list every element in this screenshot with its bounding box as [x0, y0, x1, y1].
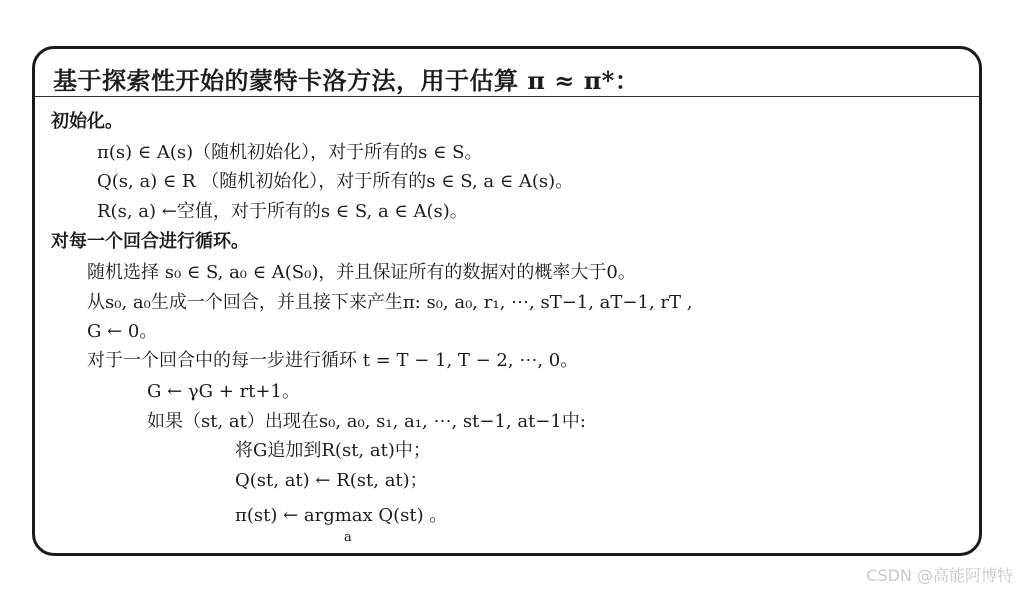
episode-loop-heading: 对每一个回合进行循环。 — [51, 231, 249, 252]
title-divider — [35, 96, 979, 97]
algorithm-title: 基于探索性开始的蒙特卡洛方法，用于估算 π ≈ π*： — [53, 66, 640, 95]
g-update-line: G ← γG + rt+1。 — [147, 381, 300, 402]
first-visit-check-line: 如果（st, at）出现在s₀, a₀, s₁, a₁, ⋯, st−1, at−1中: — [147, 411, 586, 432]
generate-episode-line: 从s₀, a₀生成一个回合，并且接下来产生π: s₀, a₀, r₁, ⋯, sT−1, aT−1, rT , — [87, 292, 693, 313]
append-return-line: 将G追加到R(st, at)中； — [235, 440, 431, 461]
argmax-subscript: a — [344, 530, 352, 545]
init-q-line: Q(s, a) ∈ R （随机初始化），对于所有的s ∈ S, a ∈ A(s)。 — [97, 171, 574, 192]
csdn-watermark: CSDN @高能阿博特 — [866, 566, 1013, 585]
policy-update-line: π(st) ← argmax Q(st) 。 — [235, 505, 448, 526]
init-heading: 初始化。 — [51, 111, 123, 132]
init-returns-line: R(s, a) ←空值，对于所有的s ∈ S, a ∈ A(s)。 — [97, 201, 468, 222]
q-average-line: Q(st, at) ← R(st, at)； — [235, 470, 428, 491]
random-start-line: 随机选择 s₀ ∈ S, a₀ ∈ A(S₀)，并且保证所有的数据对的概率大于0。 — [87, 262, 636, 283]
init-policy-line: π(s) ∈ A(s)（随机初始化），对于所有的s ∈ S。 — [97, 142, 483, 163]
g-init-line: G ← 0。 — [87, 321, 158, 342]
step-loop-line: 对于一个回合中的每一步进行循环 t = T − 1, T − 2, ⋯, 0。 — [87, 350, 579, 371]
algorithm-box — [32, 46, 982, 556]
